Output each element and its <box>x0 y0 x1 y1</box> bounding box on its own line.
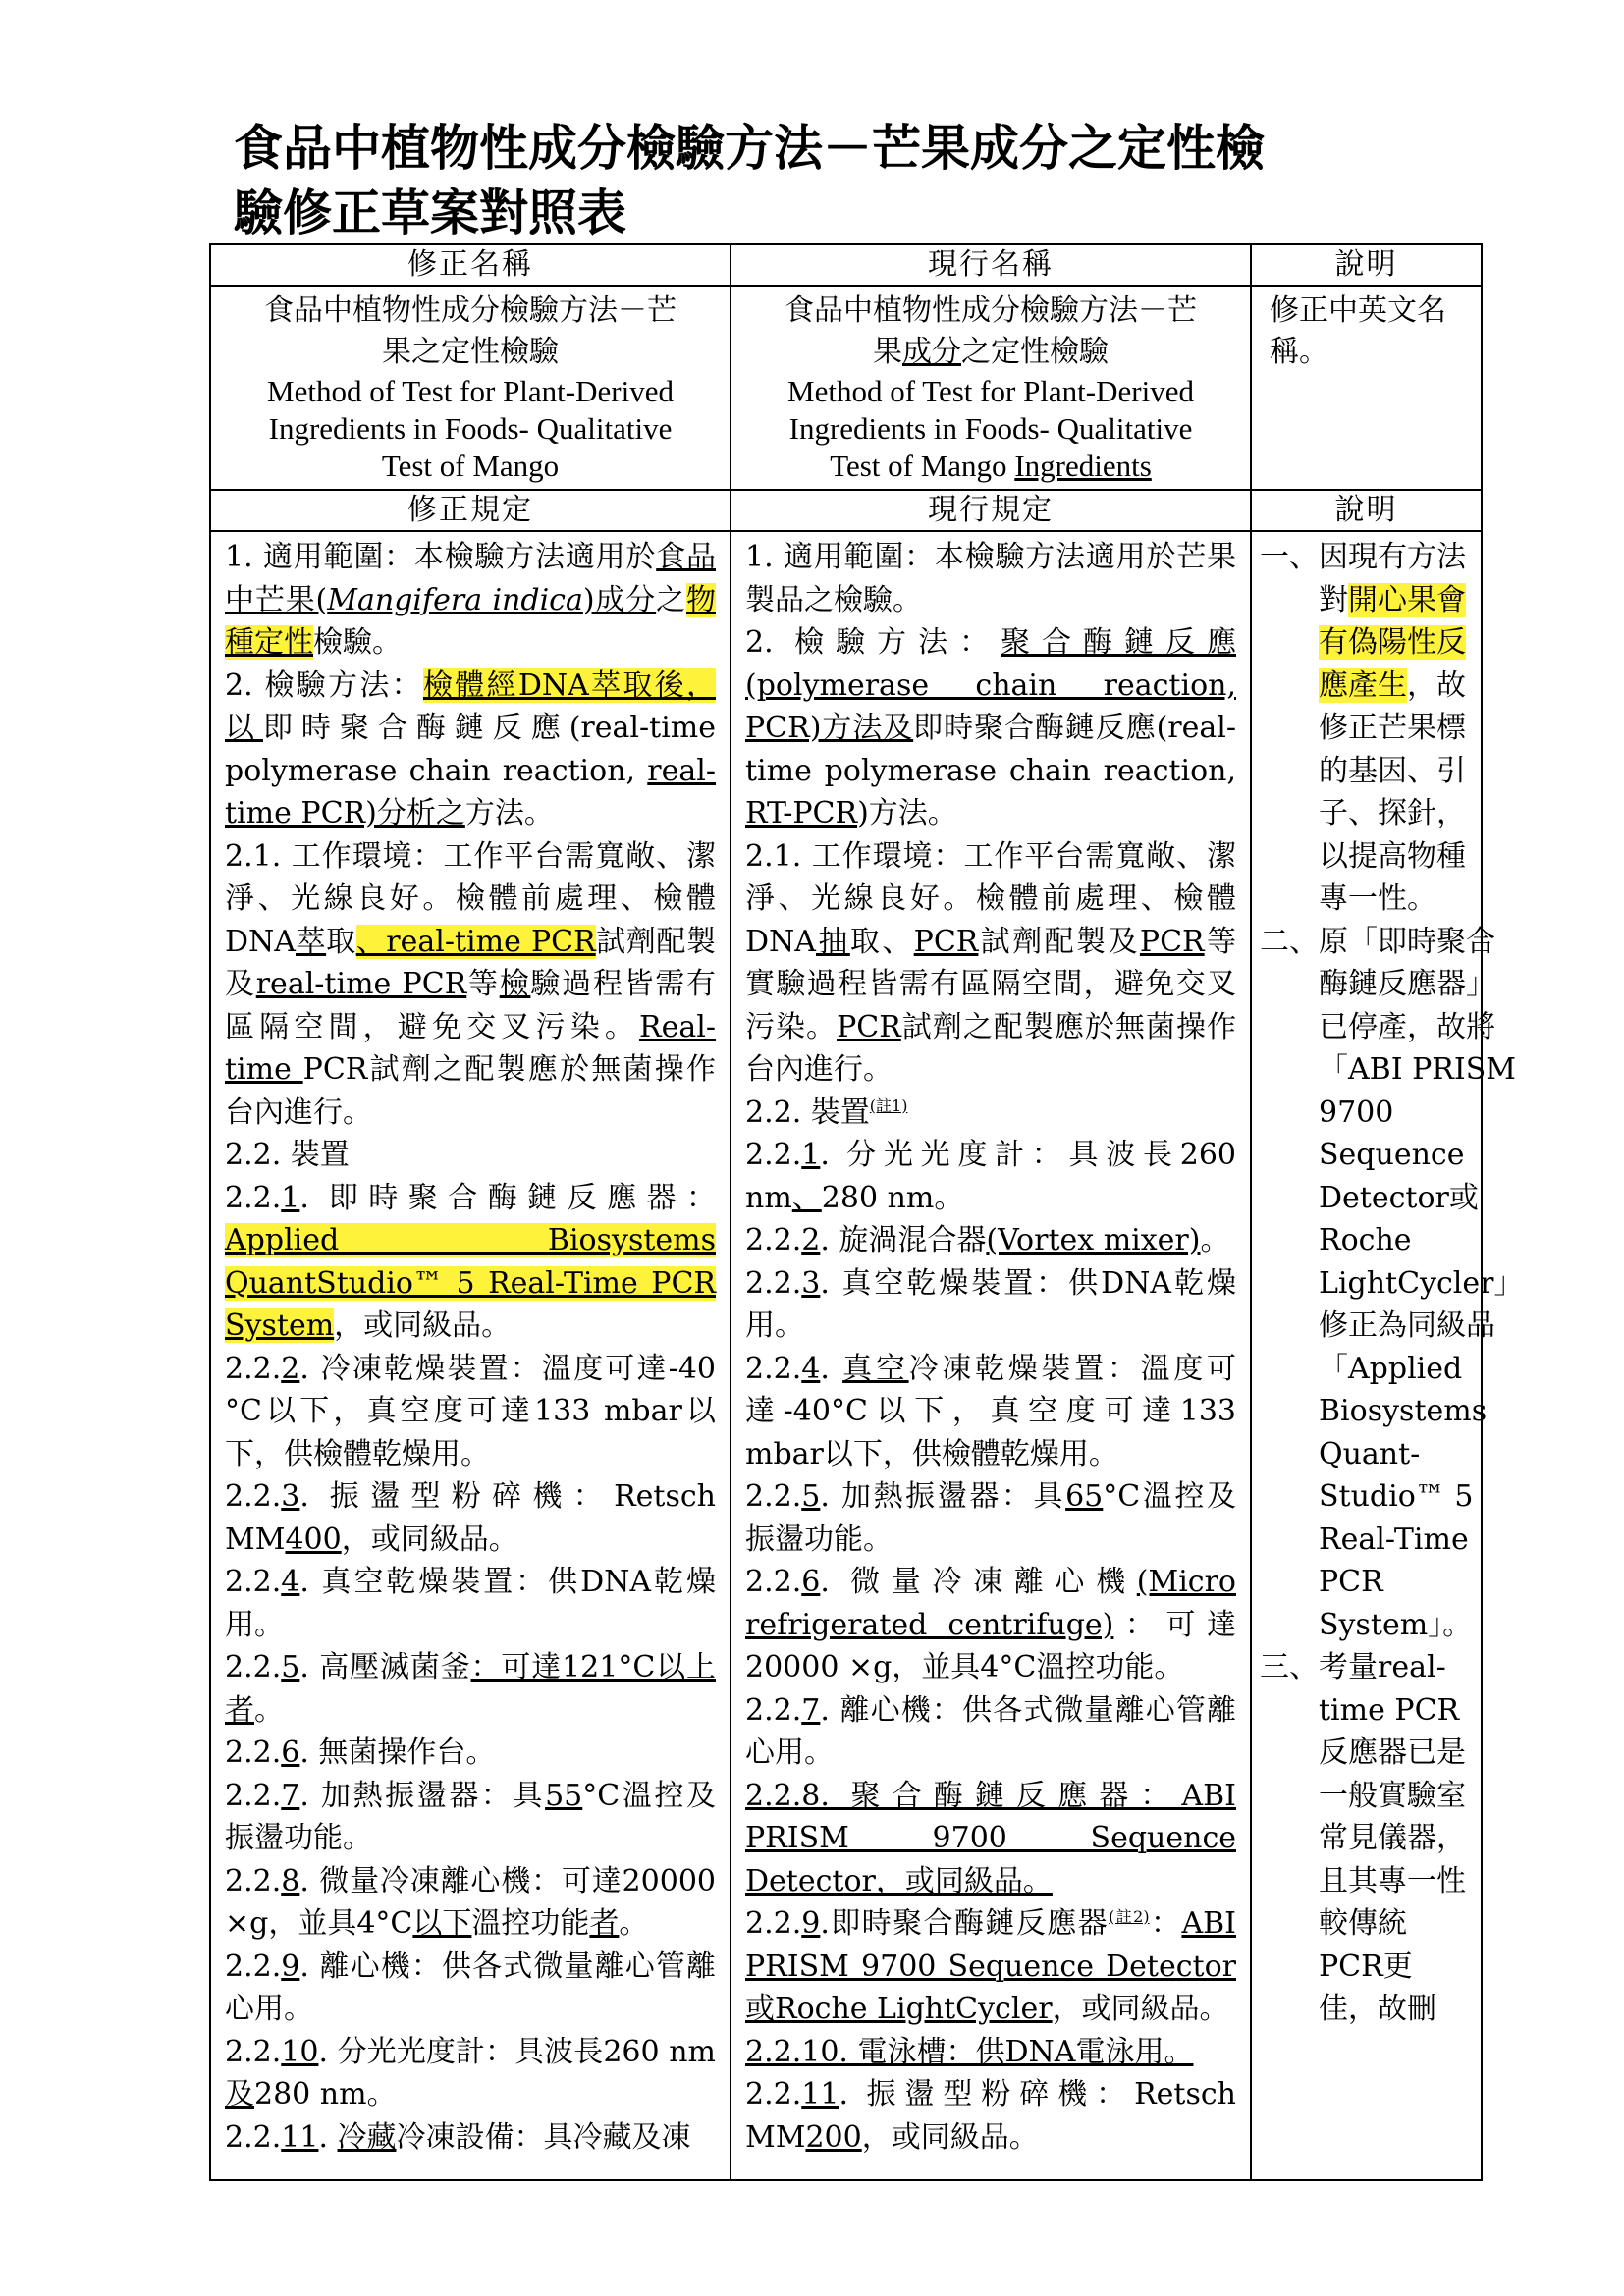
revised-para-2-2: 2.2. 裝置 <box>225 1138 350 1172</box>
current-para-2-2-9: 2.2.9.即時聚合酶鏈反應器$^{(註2)}$：ABI PRISM 9700 Sequence Detector或Roche LightCycler，或同級品。 <box>745 1906 1236 2026</box>
species-name: Mangifera indica <box>327 582 583 617</box>
revised-para-2-2-2: 2.2.2. 冷凍乾燥裝置：溫度可達-40 °C以下，真空度可達133 mbar以下，供檢體乾燥用。 <box>225 1351 716 1471</box>
revised-rules-cell <box>210 531 731 2180</box>
current-para-1: 1. 適用範圍：本檢驗方法適用於芒果製品之檢驗。 <box>745 540 1236 617</box>
revised-name-en-3: Test of Mango <box>381 449 560 483</box>
revised-name-zh-2: 果之定性檢驗 <box>382 335 559 369</box>
header-revised-name: 修正名稱 <box>210 244 731 286</box>
current-para-2-2-5: 2.2.5. 加熱振盪器：具65°C溫控及振盪功能。 <box>745 1479 1236 1557</box>
current-para-2-2-8: 2.2.8. 聚合酶鏈反應器：ABI PRISM 9700 Sequence Detector，或同級品。 <box>745 1778 1236 1898</box>
explanation-item-1: 一、 因現有方法對開心果會有偽陽性反應產生，故修正芒果標的基因、引子、探針，以提高物種專一性。 <box>1260 540 1466 916</box>
revised-para-2-2-4: 2.2.4. 真空乾燥裝置：供DNA乾燥用。 <box>225 1565 716 1642</box>
current-para-2-2-3: 2.2.3. 真空乾燥裝置：供DNA乾燥用。 <box>745 1265 1236 1343</box>
name-explanation-cell: 修正中英文名稱。 <box>1251 286 1482 490</box>
comparison-table <box>209 243 1524 2181</box>
current-name-zh-1: 食品中植物性成分檢驗方法－芒 <box>785 294 1197 328</box>
revised-para-2-2-3: 2.2.3. 振盪型粉碎機：Retsch MM400，或同級品。 <box>225 1479 716 1557</box>
current-para-2-2-7: 2.2.7. 離心機：供各式微量離心管離心用。 <box>745 1692 1236 1770</box>
current-para-2: 2. 檢驗方法：聚合酶鏈反應(polymerase chain reaction, PCR)方法及即時聚合酶鏈反應(real-time polymerase chain reaction, RT-PCR)方法。 <box>745 625 1236 830</box>
document-title <box>234 116 1461 245</box>
current-name-en-2: Ingredients in Foods- Qualitative <box>788 411 1193 446</box>
explanation-item-2: 二、 原「即時聚合酶鏈反應器」已停產，故將「ABI PRISM 9700 Sequence Detector或Roche LightCycler」修正為同級品「Applied Biosystems Quant-Studio™ 5 Real-Time PCR System」。 <box>1260 924 1524 1642</box>
header-current-rules: 現行規定 <box>731 490 1251 531</box>
revised-para-2-2-8: 2.2.8. 微量冷凍離心機：可達20000 ×g，並具4°C以下溫控功能者。 <box>225 1863 716 1941</box>
revised-para-2-2-6: 2.2.6. 無菌操作台。 <box>225 1735 496 1770</box>
header-explanation-2: 說明 <box>1251 490 1482 531</box>
current-para-2-2-2: 2.2.2. 旋渦混合器(Vortex mixer)。 <box>745 1223 1230 1257</box>
header-revised-rules: 修正規定 <box>210 490 731 531</box>
current-rules-cell <box>731 531 1251 2180</box>
footnote-ref: (註1) <box>869 1095 908 1115</box>
header-explanation: 說明 <box>1251 244 1482 286</box>
revised-para-2-2-10: 2.2.10. 分光光度計：具波長260 nm 及280 nm。 <box>225 2034 716 2111</box>
current-name-zh-2: 果成分之定性檢驗 <box>873 335 1109 369</box>
current-name-cell <box>731 286 1251 490</box>
current-para-2-2: 2.2. 裝置$^{(註1)}$ <box>745 1095 908 1130</box>
current-para-2-2-1: 2.2.1. 分光光度計：具波長260 nm、280 nm。 <box>745 1138 1236 1215</box>
deleted-text: 成分 <box>902 335 961 369</box>
revised-name-zh-1: 食品中植物性成分檢驗方法－芒 <box>264 294 677 328</box>
revised-para-2-1: 2.1. 工作環境：工作平台需寬敞、潔淨、光線良好。檢體前處理、檢體DNA萃取、real-time PCR試劑配製及real-time PCR等檢驗過程皆需有區隔空間，避免交叉污染。Real-time PCR試劑之配製應於無菌操作台內進行。 <box>225 838 717 1130</box>
revised-para-1: 1. 適用範圍：本檢驗方法適用於食品中芒果(Mangifera indica)成分之物種定性檢驗。 <box>225 540 716 660</box>
current-name-en-3: Test of Mango Ingredients <box>830 449 1152 483</box>
current-para-2-2-10: 2.2.10. 電泳槽：供DNA電泳用。 <box>745 2034 1194 2069</box>
revised-name-cell <box>210 286 731 490</box>
revised-para-2-2-1: 2.2.1. 即時聚合酶鏈反應器：Applied Biosystems QuantStudio™ 5 Real-Time PCR System，或同級品。 <box>225 1180 716 1343</box>
revised-para-2: 2. 檢驗方法：檢體經DNA萃取後，以即時聚合酶鏈反應(real-time polymerase chain reaction, real-time PCR)分析之方法。 <box>225 667 716 830</box>
deleted-text: Ingredients <box>1014 449 1152 483</box>
current-para-2-1: 2.1. 工作環境：工作平台需寬敞、潔淨、光線良好。檢體前處理、檢體DNA抽取、PCR試劑配製及PCR等實驗過程皆需有區隔空間，避免交叉污染。PCR試劑之配製應於無菌操作台內進行。 <box>745 838 1237 1087</box>
instrument-name: Applied Biosystems QuantStudio™ 5 Real-Time PCR System <box>225 1223 716 1343</box>
revised-para-2-2-11: 2.2.11. 冷藏冷凍設備：具冷藏及凍 <box>225 2119 691 2155</box>
header-current-name: 現行名稱 <box>731 244 1251 286</box>
revised-para-2-2-9: 2.2.9. 離心機：供各式微量離心管離心用。 <box>225 1949 716 2026</box>
rules-explanation-cell <box>1251 531 1524 2180</box>
current-para-2-2-11: 2.2.11. 振盪型粉碎機：Retsch MM200，或同級品。 <box>745 2077 1236 2155</box>
current-para-2-2-4: 2.2.4. 真空冷凍乾燥裝置：溫度可達-40°C以下，真空度可達133 mbar以下，供檢體乾燥用。 <box>745 1351 1237 1471</box>
revised-para-2-2-7: 2.2.7. 加熱振盪器：具55°C溫控及振盪功能。 <box>225 1778 716 1855</box>
current-name-en-1: Method of Test for Plant-Derived <box>787 374 1194 408</box>
title-line-2: 驗修正草案對照表 <box>234 184 626 241</box>
revised-para-2-2-5: 2.2.5. 高壓滅菌釜：可達121°C以上者。 <box>225 1650 717 1728</box>
title-line-1: 食品中植物性成分檢驗方法－芒果成分之定性檢 <box>234 119 1265 177</box>
revised-name-en-2: Ingredients in Foods- Qualitative <box>268 411 673 446</box>
current-para-2-2-6: 2.2.6. 微量冷凍離心機(Micro refrigerated centrifuge)：可達20000 ×g，並具4°C溫控功能。 <box>745 1565 1237 1684</box>
footnote-ref: (註2) <box>1109 1907 1150 1926</box>
explanation-item-3: 三、 考量real-time PCR反應器已是一般實驗室常見儀器，且其專一性較傳統PCR更佳，故刪 <box>1260 1650 1466 2026</box>
revised-name-en-1: Method of Test for Plant-Derived <box>267 374 674 408</box>
